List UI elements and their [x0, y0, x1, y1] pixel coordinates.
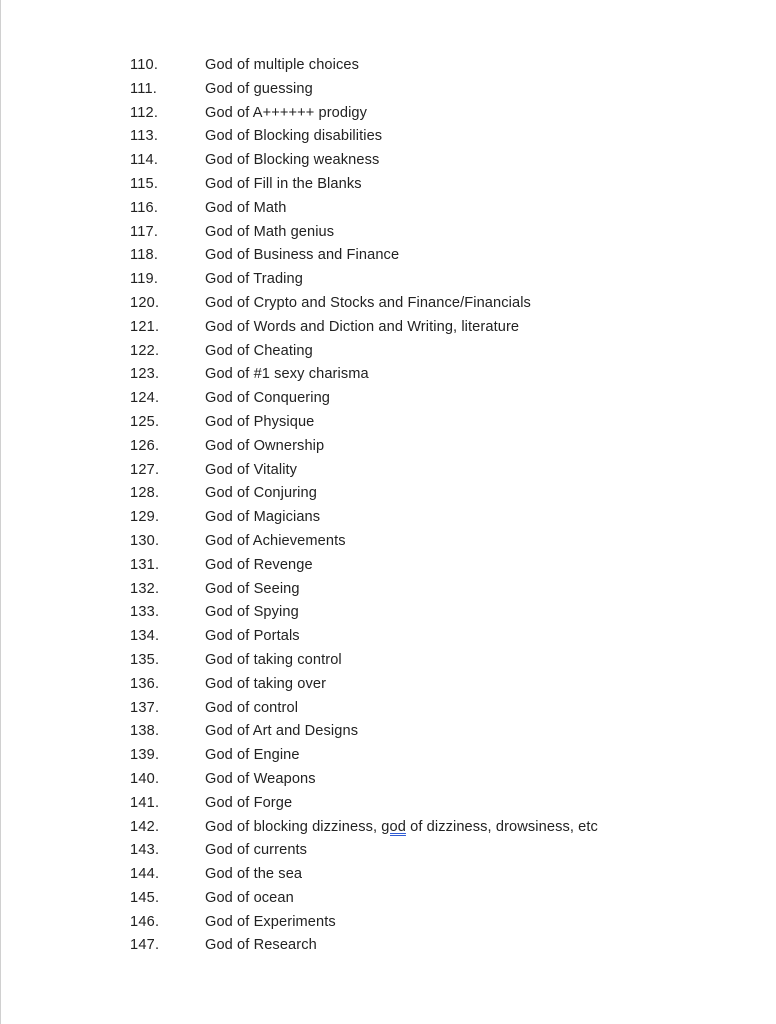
list-item-number: 138. [130, 723, 160, 740]
list-item-text[interactable]: God of Magicians [205, 509, 321, 526]
page-left-border [0, 0, 1, 1024]
list-item-number: 134. [130, 628, 160, 645]
list-item-text[interactable]: God of #1 sexy charisma [205, 366, 369, 383]
numbered-list [130, 55, 598, 959]
list-item-text[interactable]: God of Fill in the Blanks [205, 175, 362, 192]
list-item-number: 121. [130, 318, 160, 335]
list-item-number: 114. [130, 152, 159, 169]
list-item-number: 135. [130, 651, 160, 668]
list-item [130, 888, 598, 912]
list-item [130, 769, 598, 793]
list-item [130, 460, 598, 484]
list-item-number: 141. [130, 794, 160, 811]
list-item-text[interactable]: God of Seeing [205, 580, 300, 597]
list-item-text[interactable]: God of Achievements [205, 532, 346, 549]
list-item-text[interactable]: God of Math genius [205, 223, 335, 240]
list-item-text[interactable]: God of Conquering [205, 390, 331, 407]
list-item-text[interactable]: God of Words and Diction and Writing, literature [205, 318, 520, 335]
list-item-number: 131. [130, 556, 160, 573]
list-item [130, 269, 598, 293]
list-item-text[interactable]: God of guessing [205, 80, 313, 97]
list-item [130, 55, 598, 79]
list-item-number: 112. [130, 104, 159, 121]
list-item [130, 198, 598, 222]
list-item [130, 79, 598, 103]
list-item-text[interactable]: God of Spying [205, 604, 299, 621]
list-item-number: 144. [130, 866, 160, 883]
list-item-number: 120. [130, 294, 160, 311]
list-item [130, 388, 598, 412]
list-item [130, 412, 598, 436]
list-item [130, 721, 598, 745]
list-item [130, 507, 598, 531]
list-item [130, 602, 598, 626]
list-item-number: 126. [130, 437, 160, 454]
list-item-text[interactable]: God of Conjuring [205, 485, 317, 502]
list-item-text[interactable]: God of Cheating [205, 342, 313, 359]
list-item [130, 650, 598, 674]
list-item-text[interactable]: God of taking over [205, 675, 327, 692]
list-item [130, 174, 598, 198]
list-item [130, 317, 598, 341]
list-item-text[interactable]: God of Blocking disabilities [205, 128, 383, 145]
list-item [130, 817, 598, 841]
list-item-text[interactable]: God of A++++++ prodigy [205, 104, 368, 121]
list-item-text[interactable]: God of Physique [205, 413, 315, 430]
list-item-text[interactable]: God of Crypto and Stocks and Finance/Financials [205, 294, 531, 311]
list-item [130, 935, 598, 959]
spellcheck-flagged-word[interactable]: god [381, 818, 406, 835]
list-item-number: 137. [130, 699, 160, 716]
list-item [130, 626, 598, 650]
list-item-number: 143. [130, 842, 160, 859]
list-item-text[interactable]: God of the sea [205, 866, 303, 883]
list-item-number: 125. [130, 413, 160, 430]
list-item-number: 136. [130, 675, 160, 692]
list-item [130, 150, 598, 174]
list-item [130, 698, 598, 722]
list-item-number: 146. [130, 913, 160, 930]
list-item-text[interactable] [205, 817, 598, 837]
list-item [130, 531, 598, 555]
list-item-text[interactable]: God of currents [205, 842, 308, 859]
list-item-text[interactable]: God of Trading [205, 271, 303, 288]
list-item-text[interactable]: God of Math [205, 199, 287, 216]
list-item-number: 133. [130, 604, 160, 621]
list-item-text[interactable]: God of Experiments [205, 913, 336, 930]
list-item-number: 113. [130, 128, 159, 145]
list-item [130, 126, 598, 150]
list-item-text[interactable]: God of Engine [205, 747, 300, 764]
list-item-number: 117. [130, 223, 159, 240]
list-item-number: 142. [130, 818, 160, 835]
list-item-number: 147. [130, 937, 160, 954]
list-item-text-part: of dizziness, drowsiness, etc [405, 818, 598, 835]
list-item-text[interactable]: God of Blocking weakness [205, 152, 380, 169]
list-item [130, 364, 598, 388]
list-item-number: 129. [130, 509, 160, 526]
list-item-text[interactable]: God of Ownership [205, 437, 325, 454]
list-item-text[interactable]: God of Forge [205, 794, 293, 811]
list-item-text[interactable]: God of control [205, 699, 299, 716]
list-item [130, 840, 598, 864]
list-item-number: 115. [130, 175, 159, 192]
list-item-number: 116. [130, 199, 159, 216]
list-item-number: 127. [130, 461, 160, 478]
list-item [130, 912, 598, 936]
list-item-text[interactable]: God of Portals [205, 628, 300, 645]
list-item-text[interactable]: God of taking control [205, 651, 342, 668]
list-item [130, 864, 598, 888]
list-item [130, 293, 598, 317]
list-item [130, 436, 598, 460]
list-item-number: 111. [130, 80, 158, 97]
list-item-text[interactable]: God of Vitality [205, 461, 298, 478]
list-item [130, 793, 598, 817]
list-item-number: 110. [130, 57, 159, 73]
list-item-text[interactable]: God of Business and Finance [205, 247, 400, 264]
list-item-text[interactable]: God of Art and Designs [205, 723, 359, 740]
list-item-number: 123. [130, 366, 160, 383]
list-item [130, 579, 598, 603]
list-item [130, 103, 598, 127]
list-item [130, 245, 598, 269]
list-item-text[interactable]: God of ocean [205, 889, 294, 906]
list-item [130, 745, 598, 769]
list-item-text[interactable]: God of multiple choices [205, 57, 359, 73]
list-item-text[interactable]: God of Weapons [205, 770, 316, 787]
list-item-number: 132. [130, 580, 160, 597]
list-item-text-part: God of blocking dizziness, [205, 818, 382, 835]
list-item-number: 130. [130, 532, 160, 549]
list-item [130, 483, 598, 507]
list-item-number: 119. [130, 271, 159, 288]
list-item [130, 222, 598, 246]
list-item-text[interactable]: God of Research [205, 937, 317, 954]
list-item-number: 124. [130, 390, 160, 407]
list-item-number: 118. [130, 247, 159, 264]
list-item [130, 674, 598, 698]
list-item-number: 122. [130, 342, 160, 359]
list-item [130, 555, 598, 579]
list-item-text[interactable]: God of Revenge [205, 556, 313, 573]
list-item-number: 139. [130, 747, 160, 764]
list-item-number: 145. [130, 889, 160, 906]
list-item-number: 140. [130, 770, 160, 787]
list-item-number: 128. [130, 485, 160, 502]
list-item [130, 341, 598, 365]
